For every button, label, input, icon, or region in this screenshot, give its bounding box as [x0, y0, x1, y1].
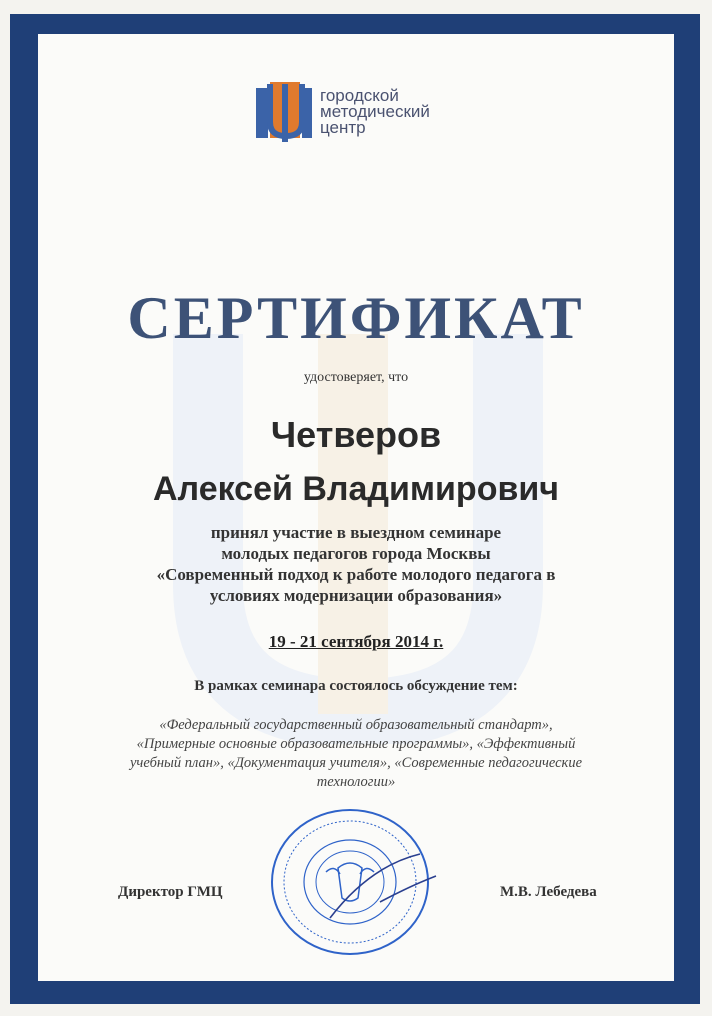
- logo-text: [320, 88, 430, 136]
- logo-line-2: методический: [320, 102, 430, 121]
- participation-line: принял участие в выездном семинаре: [210, 523, 502, 542]
- participation-line: «Современный подход к работе молодого педагога в: [156, 565, 556, 584]
- participation-line: условиях модернизации образования»: [209, 586, 503, 605]
- participation-text: [68, 522, 644, 606]
- certificate-paper: [38, 34, 674, 981]
- recipient-name: Алексей Владимирович: [152, 470, 560, 508]
- topics-heading: В рамках семинара состоялось обсуждение тем:: [194, 678, 518, 694]
- logo-line-3: центр: [320, 118, 366, 137]
- topics-line: учебный план», «Документация учителя», «Современные педагогические: [129, 755, 583, 771]
- topics-line: «Федеральный государственный образовательный стандарт»,: [159, 717, 553, 733]
- seminar-dates: [38, 632, 674, 652]
- certificate-title: СЕРТИФИКАТ: [127, 285, 585, 351]
- certifies-text: удостоверяет, что: [303, 370, 409, 385]
- participation-line: молодых педагогов города Москвы: [221, 544, 491, 563]
- signature-position: Директор ГМЦ: [118, 884, 223, 900]
- logo-line-1: городской: [320, 86, 399, 105]
- official-seal-icon: [260, 806, 450, 956]
- gmc-logo: [256, 82, 496, 142]
- topics-line: «Примерные основные образовательные программы», «Эффективный: [136, 736, 576, 752]
- seminar-dates-text: 19 - 21 сентября 2014 г.: [268, 632, 444, 651]
- signature-name: М.В. Лебедева: [500, 884, 597, 900]
- recipient-surname: Четверов: [270, 414, 442, 455]
- topics-list: [88, 716, 624, 792]
- topics-line: технологии»: [316, 774, 396, 790]
- gmc-logo-icon: [256, 82, 314, 142]
